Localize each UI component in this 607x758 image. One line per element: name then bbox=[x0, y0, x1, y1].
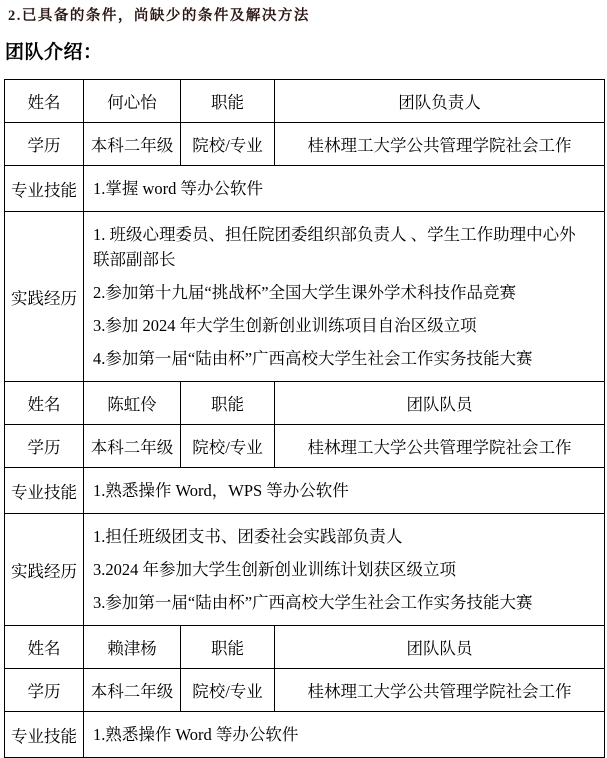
field-label: 职能 bbox=[181, 382, 275, 425]
field-label: 姓名 bbox=[5, 80, 84, 123]
field-value: 何心怡 bbox=[84, 80, 181, 123]
list-item: 4.参加第一届“陆由杯”广西高校大学生社会工作实务技能大赛 bbox=[93, 349, 533, 368]
list-item: 1. 班级心理委员、担任院团委组织部负责人 、学生工作助理中心外联部副部长 bbox=[93, 225, 576, 269]
field-label: 学历 bbox=[5, 669, 84, 712]
list-item: 1.熟悉操作 Word 等办公软件 bbox=[93, 725, 299, 744]
field-label: 姓名 bbox=[5, 626, 84, 669]
field-label: 实践经历 bbox=[5, 212, 84, 382]
field-label: 实践经历 bbox=[5, 514, 84, 626]
table-row bbox=[5, 382, 605, 425]
field-label: 学历 bbox=[5, 425, 84, 468]
field-label: 姓名 bbox=[5, 382, 84, 425]
table-row bbox=[5, 80, 605, 123]
field-value: 团队队员 bbox=[275, 626, 605, 669]
field-value: 本科二年级 bbox=[84, 123, 181, 166]
table-row bbox=[5, 712, 605, 758]
field-label: 院校/专业 bbox=[181, 123, 275, 166]
field-content bbox=[84, 212, 605, 382]
field-label: 学历 bbox=[5, 123, 84, 166]
list-item: 1.熟悉操作 Word，WPS 等办公软件 bbox=[93, 481, 349, 500]
table-row bbox=[5, 514, 605, 626]
table-row bbox=[5, 123, 605, 166]
list-item: 1.担任班级团支书、团委社会实践部负责人 bbox=[93, 527, 403, 546]
field-label: 专业技能 bbox=[5, 712, 84, 758]
table-row bbox=[5, 166, 605, 212]
list-item: 3.2024 年参加大学生创新创业训练计划获区级立项 bbox=[93, 560, 456, 579]
field-value: 团队负责人 bbox=[275, 80, 605, 123]
table-row bbox=[5, 212, 605, 382]
table-row bbox=[5, 626, 605, 669]
field-value: 桂林理工大学公共管理学院社会工作 bbox=[275, 123, 605, 166]
list-item: 3.参加第一届“陆由杯”广西高校大学生社会工作实务技能大赛 bbox=[93, 593, 533, 612]
table-row bbox=[5, 425, 605, 468]
field-label: 职能 bbox=[181, 80, 275, 123]
table-row bbox=[5, 669, 605, 712]
field-content bbox=[84, 166, 605, 212]
section-title: 2.已具备的条件，尚缺少的条件及解决方法 bbox=[8, 8, 310, 24]
list-item: 3.参加 2024 年大学生创新创业训练项目自治区级立项 bbox=[93, 316, 477, 335]
field-value: 桂林理工大学公共管理学院社会工作 bbox=[275, 425, 605, 468]
field-content bbox=[84, 712, 605, 758]
field-value: 本科二年级 bbox=[84, 425, 181, 468]
field-label: 专业技能 bbox=[5, 166, 84, 212]
field-label: 专业技能 bbox=[5, 468, 84, 514]
field-value: 赖津杨 bbox=[84, 626, 181, 669]
field-value: 本科二年级 bbox=[84, 669, 181, 712]
field-value: 团队队员 bbox=[275, 382, 605, 425]
field-value: 桂林理工大学公共管理学院社会工作 bbox=[275, 669, 605, 712]
field-label: 院校/专业 bbox=[181, 425, 275, 468]
list-item: 1.掌握 word 等办公软件 bbox=[93, 179, 264, 198]
field-value: 陈虹伶 bbox=[84, 382, 181, 425]
field-content bbox=[84, 514, 605, 626]
table-row bbox=[5, 468, 605, 514]
team-table-body bbox=[5, 80, 605, 758]
field-content bbox=[84, 468, 605, 514]
field-label: 职能 bbox=[181, 626, 275, 669]
list-item: 2.参加第十九届“挑战杯”全国大学生课外学术科技作品竞赛 bbox=[93, 283, 517, 302]
team-intro-heading: 团队介绍： bbox=[5, 42, 103, 63]
team-table bbox=[4, 79, 605, 758]
field-label: 院校/专业 bbox=[181, 669, 275, 712]
